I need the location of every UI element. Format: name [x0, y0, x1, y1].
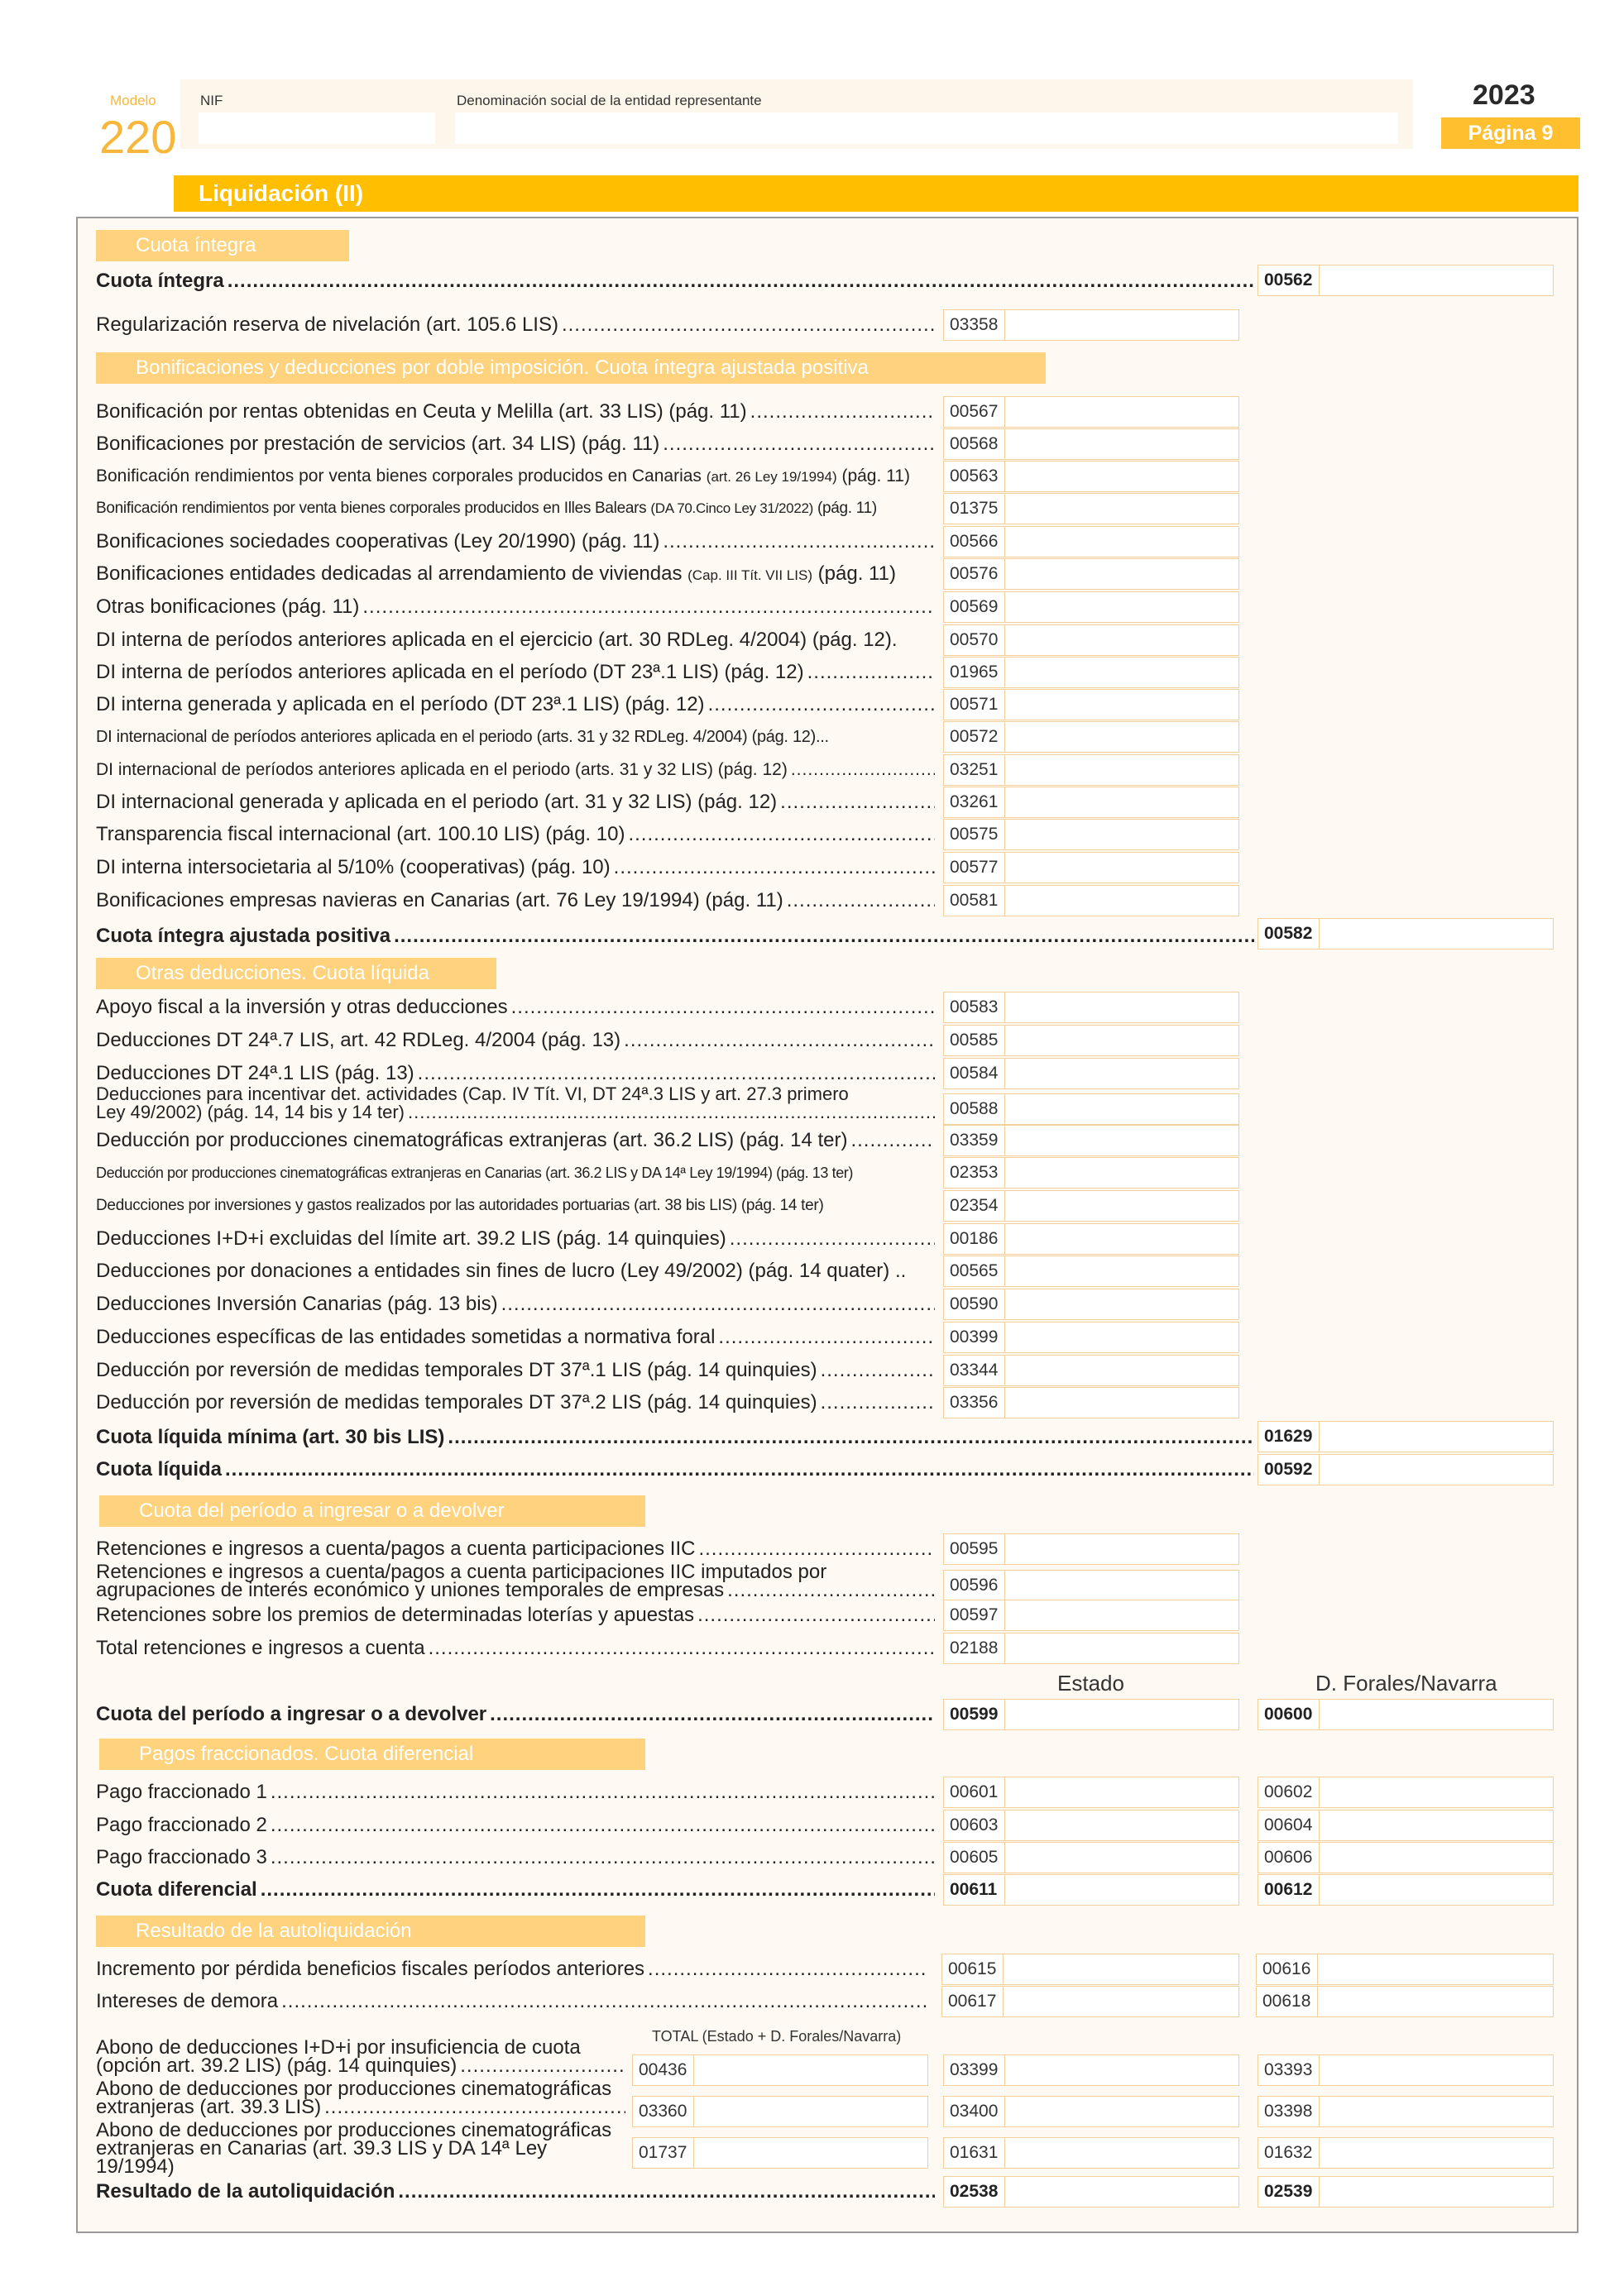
label-cuota-integra-ajustada: Cuota íntegra ajustada positiva — [96, 925, 391, 947]
column-forales: D. Forales/Navarra — [1315, 1671, 1497, 1696]
field-00615[interactable] — [941, 1954, 1239, 1985]
code-00592: 00592 — [1258, 1455, 1320, 1485]
modelo-number: 220 — [99, 111, 177, 163]
field-00605[interactable] — [943, 1842, 1239, 1873]
code-00590: 00590 — [944, 1289, 1005, 1319]
label-00571: DI interna generada y aplicada en el período (DT 23ª.1 LIS) (pág. 12) — [96, 693, 705, 715]
code-03251: 03251 — [944, 755, 1005, 785]
code-00601: 00601 — [944, 1777, 1005, 1807]
label-01965: DI interna de períodos anteriores aplicada en el período (DT 23ª.1 LIS) (pág. 12) — [96, 661, 804, 683]
code-02538: 02538 — [944, 2177, 1005, 2207]
code-02354: 02354 — [944, 1191, 1005, 1221]
row-02188 — [96, 1636, 935, 1661]
field-02353[interactable] — [943, 1157, 1239, 1189]
row-00595 — [96, 1537, 935, 1562]
label-03360-line1: Abono de deducciones por producciones cinematográficas — [96, 2078, 612, 2100]
code-01632: 01632 — [1258, 2138, 1320, 2168]
field-00577[interactable] — [943, 852, 1239, 883]
code-00436: 00436 — [633, 2055, 694, 2085]
field-00566[interactable] — [943, 526, 1239, 557]
field-03251[interactable] — [943, 754, 1239, 786]
section-pagos-fraccionados: Pagos fraccionados. Cuota diferencial — [99, 1739, 645, 1770]
code-00600: 00600 — [1258, 1700, 1320, 1729]
section-resultado: Resultado de la autoliquidación — [96, 1916, 645, 1947]
section-cuota-periodo: Cuota del período a ingresar o a devolver — [99, 1495, 645, 1527]
label-02353: Deducción por producciones cinematográficas extranjeras en Canarias (art. 36.2 LIS y DA 14ª Ley 19/1994) (pág. 13 ter) — [96, 1165, 853, 1181]
label-00599: Cuota del período a ingresar o a devolver — [96, 1703, 487, 1725]
code-00570: 00570 — [944, 625, 1005, 655]
row-02538 — [96, 2179, 935, 2204]
code-00581: 00581 — [944, 886, 1005, 916]
code-00568: 00568 — [944, 429, 1005, 459]
row-03251 — [96, 758, 935, 782]
field-03393[interactable] — [1258, 2054, 1554, 2086]
section-cuota-integra: Cuota íntegra — [96, 230, 349, 261]
field-00572[interactable] — [943, 721, 1239, 753]
field-01632[interactable] — [1258, 2137, 1554, 2169]
field-00588[interactable] — [943, 1093, 1239, 1125]
field-00595[interactable] — [943, 1533, 1239, 1565]
column-total: TOTAL (Estado + D. Forales/Navarra) — [652, 2028, 902, 2045]
small-00576: (Cap. III Tít. VII LIS) — [687, 567, 812, 583]
label-02354: Deducciones por inversiones y gastos realizados por las autoridades portuarias (art. 38 bis LIS) (pág. 14 ter) — [96, 1197, 824, 1214]
nif-label: NIF — [200, 93, 223, 108]
code-00616: 00616 — [1257, 1954, 1318, 1984]
field-02188[interactable] — [943, 1633, 1239, 1664]
row-00575 — [96, 822, 935, 847]
label-00585: Deducciones DT 24ª.7 LIS, art. 42 RDLeg. 4/2004 (pág. 13) — [96, 1029, 621, 1051]
code-00584: 00584 — [944, 1059, 1005, 1088]
nif-input[interactable] — [199, 112, 435, 144]
label-00577: DI interna intersocietaria al 5/10% (cooperativas) (pág. 10) — [96, 856, 611, 878]
row-03261 — [96, 790, 935, 815]
row-00597 — [96, 1603, 935, 1628]
field-00563[interactable] — [943, 461, 1239, 492]
code-00588: 00588 — [944, 1094, 1005, 1124]
row-00399 — [96, 1325, 935, 1350]
code-00603: 00603 — [944, 1810, 1005, 1840]
row-00565 — [96, 1259, 941, 1284]
code-02353: 02353 — [944, 1158, 1005, 1188]
page-title: Liquidación (II) — [174, 175, 1578, 212]
field-03400[interactable] — [943, 2096, 1239, 2127]
label-cuota-liquida: Cuota líquida — [96, 1458, 222, 1480]
field-01737[interactable] — [632, 2137, 928, 2169]
code-03358: 03358 — [944, 310, 1005, 340]
code-00599: 00599 — [944, 1700, 1005, 1729]
field-00585[interactable] — [943, 1025, 1239, 1056]
label-00575: Transparencia fiscal internacional (art. 100.10 LIS) (pág. 10) — [96, 823, 625, 845]
row-03356 — [96, 1390, 935, 1415]
code-01631: 01631 — [944, 2138, 1005, 2168]
row-00585 — [96, 1028, 935, 1053]
row-01965 — [96, 660, 935, 685]
code-00562: 00562 — [1258, 265, 1320, 295]
label-cuota-integra: Cuota íntegra — [96, 270, 224, 292]
field-00604[interactable] — [1258, 1810, 1554, 1841]
row-00581 — [96, 888, 935, 913]
code-02539: 02539 — [1258, 2177, 1320, 2207]
code-00572: 00572 — [944, 722, 1005, 752]
label-00601: Pago fraccionado 1 — [96, 1781, 267, 1803]
small-00563: (art. 26 Ley 19/1994) — [706, 469, 837, 485]
code-00595: 00595 — [944, 1534, 1005, 1564]
code-00566: 00566 — [944, 527, 1005, 557]
code-00604: 00604 — [1258, 1810, 1320, 1840]
label-00588-line2: Ley 49/2002) (pág. 14, 14 bis y 14 ter) — [96, 1102, 405, 1122]
label-03356: Deducción por reversión de medidas temporales DT 37ª.2 LIS (pág. 14 quinquies) — [96, 1391, 817, 1413]
code-01737: 01737 — [633, 2138, 694, 2168]
code-00569: 00569 — [944, 592, 1005, 622]
label-00596-line1: Retenciones e ingresos a cuenta/pagos a cuenta participaciones IIC imputados por — [96, 1561, 827, 1583]
field-00603[interactable] — [943, 1810, 1239, 1841]
denominacion-label: Denominación social de la entidad representante — [457, 93, 762, 108]
label-00588-line1: Deducciones para incentivar det. actividades (Cap. IV Tít. VI, DT 24ª.3 LIS y art. 27.3 primero — [96, 1083, 849, 1104]
field-00596[interactable] — [943, 1570, 1239, 1601]
label-00615: Incremento por pérdida beneficios fiscales períodos anteriores — [96, 1958, 645, 1980]
code-00563: 00563 — [944, 462, 1005, 491]
row-00611 — [96, 1877, 935, 1902]
field-00612[interactable] — [1258, 1874, 1554, 1906]
row-03358 — [96, 313, 935, 337]
code-00611: 00611 — [944, 1875, 1005, 1905]
row-00583 — [96, 995, 935, 1020]
label-00570: DI interna de períodos anteriores aplicada en el ejercicio (art. 30 RDLeg. 4/2004) (pág. 12). — [96, 629, 898, 651]
label-01737-line1: Abono de deducciones por producciones cinematográficas — [96, 2119, 612, 2141]
label-00567: Bonificación por rentas obtenidas en Ceuta y Melilla (art. 33 LIS) (pág. 11) — [96, 400, 747, 423]
row-cuota-liquida — [96, 1457, 1254, 1482]
code-02188: 02188 — [944, 1634, 1005, 1663]
code-03400: 03400 — [944, 2097, 1005, 2126]
code-01375: 01375 — [944, 494, 1005, 524]
label-00565: Deducciones por donaciones a entidades sin fines de lucro (Ley 49/2002) (pág. 14 quater) .. — [96, 1260, 907, 1282]
row-00568 — [96, 432, 935, 457]
row-00615 — [96, 1957, 928, 1982]
code-03359: 03359 — [944, 1126, 1005, 1155]
field-02539[interactable] — [1258, 2176, 1554, 2208]
label-03360-line2: extranjeras (art. 39.3 LIS) — [96, 2096, 322, 2118]
column-estado: Estado — [1057, 1671, 1124, 1696]
label-00399: Deducciones específicas de las entidades sometidas a normativa foral — [96, 1326, 716, 1348]
code-00575: 00575 — [944, 820, 1005, 849]
row-00576 — [96, 562, 941, 588]
label-01737-line2: extranjeras en Canarias (art. 39.3 LIS y DA 14ª Ley 19/1994) — [96, 2137, 548, 2178]
field-01375[interactable] — [943, 493, 1239, 524]
label-00590: Deducciones Inversión Canarias (pág. 13 bis) — [96, 1293, 498, 1315]
tail-00576: (pág. 11) — [817, 562, 896, 585]
field-00569[interactable] — [943, 591, 1239, 623]
label-00605: Pago fraccionado 3 — [96, 1846, 267, 1868]
row-00588 — [96, 1085, 935, 1122]
code-03399: 03399 — [944, 2055, 1005, 2085]
label-00186: Deducciones I+D+i excluidas del límite art. 39.2 LIS (pág. 14 quinquies) — [96, 1227, 726, 1250]
code-00186: 00186 — [944, 1224, 1005, 1254]
field-00592[interactable] — [1258, 1454, 1554, 1485]
label-00563: Bonificación rendimientos por venta bienes corporales producidos en Canarias — [96, 466, 702, 486]
label-00611: Cuota diferencial — [96, 1878, 257, 1901]
row-02354 — [96, 1193, 943, 1218]
label-03359: Deducción por producciones cinematográficas extranjeras (art. 36.2 LIS) (pág. 14 ter) — [96, 1129, 848, 1151]
page-number: Página 9 — [1441, 117, 1580, 149]
field-03398[interactable] — [1258, 2096, 1554, 2127]
field-02538[interactable] — [943, 2176, 1239, 2208]
code-00597: 00597 — [944, 1600, 1005, 1630]
row-cuota-integra-ajustada — [96, 924, 1254, 949]
field-00601[interactable] — [943, 1777, 1239, 1808]
field-00618[interactable] — [1256, 1986, 1554, 2017]
label-00595: Retenciones e ingresos a cuenta/pagos a cuenta participaciones IIC — [96, 1538, 696, 1560]
field-03399[interactable] — [943, 2054, 1239, 2086]
row-00603 — [96, 1813, 935, 1838]
code-03356: 03356 — [944, 1388, 1005, 1418]
code-01965: 01965 — [944, 658, 1005, 687]
code-00571: 00571 — [944, 690, 1005, 720]
field-00584[interactable] — [943, 1058, 1239, 1089]
field-00582[interactable] — [1258, 918, 1554, 949]
label-00583: Apoyo fiscal a la inversión y otras deducciones — [96, 996, 508, 1018]
row-00570 — [96, 628, 941, 653]
code-00585: 00585 — [944, 1026, 1005, 1055]
row-00572 — [96, 725, 943, 749]
label-cuota-liquida-minima: Cuota líquida mínima (art. 30 bis LIS) — [96, 1426, 445, 1448]
denominacion-input[interactable] — [455, 112, 1398, 144]
field-00571[interactable] — [943, 689, 1239, 720]
label-00581: Bonificaciones empresas navieras en Canarias (art. 76 Ley 19/1994) (pág. 11) — [96, 889, 783, 911]
code-03393: 03393 — [1258, 2055, 1320, 2085]
field-03359[interactable] — [943, 1125, 1239, 1156]
code-00612: 00612 — [1258, 1875, 1320, 1905]
field-00616[interactable] — [1256, 1954, 1554, 1985]
field-00568[interactable] — [943, 428, 1239, 460]
row-03344 — [96, 1358, 935, 1383]
field-00597[interactable] — [943, 1600, 1239, 1631]
label-00576: Bonificaciones entidades dedicadas al arrendamiento de viviendas — [96, 562, 683, 585]
row-00563 — [96, 464, 941, 490]
row-cuota-liquida-minima — [96, 1425, 1254, 1450]
row-cuota-integra — [96, 269, 1254, 294]
code-00615: 00615 — [942, 1954, 1004, 1984]
field-00611[interactable] — [943, 1874, 1239, 1906]
modelo-label: Modelo — [110, 93, 156, 108]
code-00582: 00582 — [1258, 919, 1320, 949]
code-03398: 03398 — [1258, 2097, 1320, 2126]
field-03261[interactable] — [943, 787, 1239, 818]
code-00618: 00618 — [1257, 1987, 1318, 2016]
row-00436 — [96, 2036, 625, 2077]
tail-00563: (pág. 11) — [841, 466, 910, 486]
label-00436-line2: (opción art. 39.2 LIS) (pág. 14 quinquies) — [96, 2054, 457, 2077]
field-00567[interactable] — [943, 396, 1239, 428]
label-00584: Deducciones DT 24ª.1 LIS (pág. 13) — [96, 1062, 414, 1084]
field-00590[interactable] — [943, 1289, 1239, 1320]
field-00436[interactable] — [632, 2054, 928, 2086]
code-00567: 00567 — [944, 397, 1005, 427]
label-03344: Deducción por reversión de medidas temporales DT 37ª.1 LIS (pág. 14 quinquies) — [96, 1359, 817, 1381]
field-00575[interactable] — [943, 819, 1239, 850]
row-00605 — [96, 1845, 935, 1870]
code-00606: 00606 — [1258, 1843, 1320, 1873]
label-00617: Intereses de demora — [96, 1990, 279, 2012]
field-00186[interactable] — [943, 1223, 1239, 1255]
label-02538: Resultado de la autoliquidación — [96, 2180, 395, 2203]
code-00617: 00617 — [942, 1987, 1004, 2016]
section-otras-deducciones: Otras deducciones. Cuota líquida — [96, 958, 496, 989]
field-00602[interactable] — [1258, 1777, 1554, 1808]
row-00596 — [96, 1563, 935, 1600]
field-03358[interactable] — [943, 309, 1239, 341]
code-00602: 00602 — [1258, 1777, 1320, 1807]
code-00577: 00577 — [944, 853, 1005, 883]
field-00581[interactable] — [943, 885, 1239, 916]
row-00567 — [96, 399, 935, 424]
field-03356[interactable] — [943, 1387, 1239, 1418]
row-00566 — [96, 529, 935, 554]
label-00572: DI internacional de períodos anteriores aplicada en el periodo (arts. 31 y 32 RDLeg. 4/2004) (pág. 12)... — [96, 728, 829, 746]
code-00583: 00583 — [944, 993, 1005, 1022]
field-00617[interactable] — [941, 1986, 1239, 2017]
field-03344[interactable] — [943, 1355, 1239, 1386]
row-00186 — [96, 1227, 935, 1251]
field-03360[interactable] — [632, 2096, 928, 2127]
field-00576[interactable] — [943, 558, 1239, 590]
field-00565[interactable] — [943, 1256, 1239, 1287]
label-03251: DI internacional de períodos anteriores aplicada en el periodo (arts. 31 y 32 LIS) (pág. 12) — [96, 760, 788, 779]
label-00596-line2: agrupaciones de interés económico y uniones temporales de empresas — [96, 1579, 725, 1601]
row-00571 — [96, 692, 935, 717]
code-03360: 03360 — [633, 2097, 694, 2126]
code-00605: 00605 — [944, 1843, 1005, 1873]
code-00565: 00565 — [944, 1256, 1005, 1286]
field-02354[interactable] — [943, 1190, 1239, 1222]
field-00583[interactable] — [943, 992, 1239, 1023]
row-01737 — [96, 2121, 625, 2176]
field-01629[interactable] — [1258, 1421, 1554, 1452]
small-01375: (DA 70.Cinco Ley 31/2022) — [650, 500, 813, 516]
code-00399: 00399 — [944, 1323, 1005, 1352]
row-00577 — [96, 855, 935, 880]
row-01375 — [96, 496, 943, 521]
label-00566: Bonificaciones sociedades cooperativas (Ley 20/1990) (pág. 11) — [96, 530, 660, 552]
label-03358: Regularización reserva de nivelación (art. 105.6 LIS) — [96, 313, 558, 336]
row-00569 — [96, 595, 935, 619]
row-00601 — [96, 1780, 935, 1805]
tail-01375: (pág. 11) — [817, 500, 877, 517]
code-03261: 03261 — [944, 787, 1005, 817]
code-01629: 01629 — [1258, 1422, 1320, 1452]
label-00597: Retenciones sobre los premios de determinadas loterías y apuestas — [96, 1604, 695, 1626]
field-00606[interactable] — [1258, 1842, 1554, 1873]
label-00569: Otras bonificaciones (pág. 11) — [96, 596, 360, 618]
label-00568: Bonificaciones por prestación de servicios (art. 34 LIS) (pág. 11) — [96, 433, 660, 455]
label-00603: Pago fraccionado 2 — [96, 1814, 267, 1836]
label-00436-line1: Abono de deducciones I+D+i por insuficiencia de cuota — [96, 2036, 581, 2059]
row-00599 — [96, 1702, 935, 1727]
row-00590 — [96, 1292, 935, 1317]
label-03261: DI internacional generada y aplicada en el periodo (art. 31 y 32 LIS) (pág. 12) — [96, 791, 778, 813]
field-00562[interactable] — [1258, 265, 1554, 296]
year: 2023 — [1473, 79, 1535, 111]
field-00599[interactable] — [943, 1699, 1239, 1730]
row-00584 — [96, 1061, 935, 1086]
field-00600[interactable] — [1258, 1699, 1554, 1730]
row-00617 — [96, 1989, 928, 2014]
section-bonificaciones: Bonificaciones y deducciones por doble imposición. Cuota íntegra ajustada positiva — [96, 352, 1046, 384]
label-02188: Total retenciones e ingresos a cuenta — [96, 1637, 425, 1659]
field-00570[interactable] — [943, 624, 1239, 656]
field-01631[interactable] — [943, 2137, 1239, 2169]
code-00596: 00596 — [944, 1571, 1005, 1600]
row-03360 — [96, 2080, 625, 2117]
label-01375: Bonificación rendimientos por venta bienes corporales producidos en Illes Balears — [96, 500, 647, 517]
field-00399[interactable] — [943, 1322, 1239, 1353]
field-01965[interactable] — [943, 657, 1239, 688]
row-03359 — [96, 1128, 935, 1153]
row-02353 — [96, 1160, 943, 1185]
code-03344: 03344 — [944, 1356, 1005, 1385]
code-00576: 00576 — [944, 559, 1005, 589]
